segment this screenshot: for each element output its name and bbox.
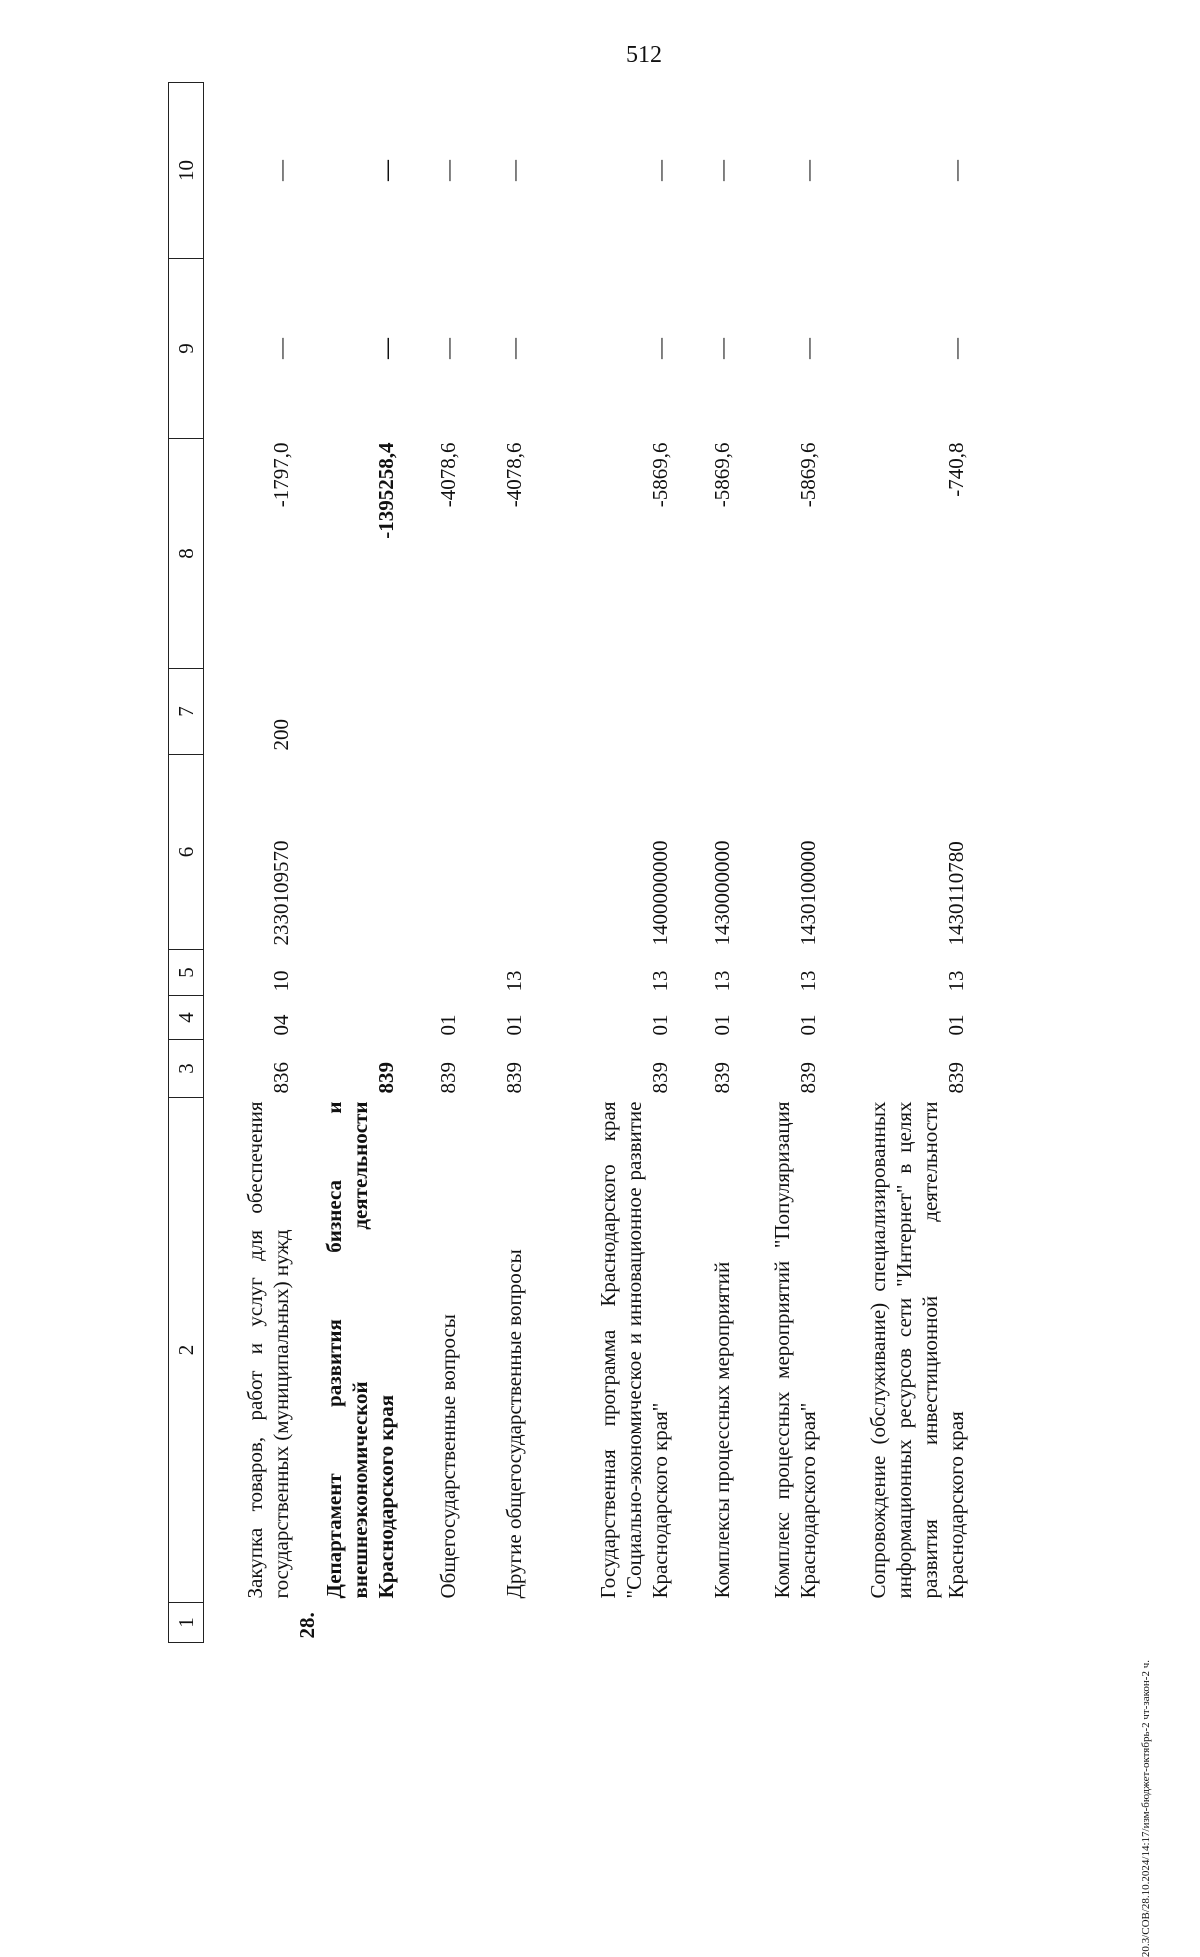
row-name: Департамент развития бизнеса и внешнеэкономической деятельности Краснодарского края <box>321 1101 398 1599</box>
row-col10: — <box>268 160 293 181</box>
row-col4: 01 <box>795 1014 820 1036</box>
rotated-page <box>168 83 988 1643</box>
row-col7 <box>461 669 527 755</box>
row-col4: 01 <box>709 1014 734 1036</box>
table-row <box>673 83 735 1643</box>
row-name: Комплексы процессных мероприятий <box>709 1261 734 1599</box>
row-col10: — <box>647 160 672 181</box>
row-number: 28. <box>294 1612 319 1639</box>
row-col6: 1400000000 <box>647 840 672 946</box>
row-col7 <box>399 669 461 755</box>
row-col9: — <box>435 338 460 359</box>
row-name: Закупка товаров, работ и услуг для обеспечения государственных (муниципальных) нужд <box>242 1101 293 1599</box>
col-header-3: 3 <box>169 1040 204 1098</box>
row-col5 <box>399 950 461 996</box>
row-col10: — <box>435 160 460 181</box>
row-col7 <box>735 669 821 755</box>
col-header-1: 1 <box>169 1603 204 1643</box>
table-header <box>169 83 204 1643</box>
row-col10: — <box>709 160 734 181</box>
row-col4: 01 <box>435 1014 460 1036</box>
header-row <box>169 83 204 1643</box>
row-number <box>399 1603 461 1643</box>
col-header-5: 5 <box>169 950 204 996</box>
row-col9: — <box>501 338 526 359</box>
row-col8: -1395258,4 <box>373 442 398 539</box>
row-col3: 839 <box>373 1062 398 1094</box>
row-col5: 10 <box>268 970 293 992</box>
row-col5: 13 <box>647 970 672 992</box>
table-row <box>735 83 821 1643</box>
row-number <box>673 1603 735 1643</box>
row-col10: — <box>373 160 398 181</box>
row-name: Общегосударственные вопросы <box>435 1314 460 1599</box>
row-col8: -5869,6 <box>795 442 820 508</box>
budget-table <box>168 82 969 1643</box>
row-col6 <box>399 755 461 950</box>
row-col5: 13 <box>795 970 820 992</box>
row-col8: -5869,6 <box>709 442 734 508</box>
row-col10: — <box>795 160 820 181</box>
row-col8: -740,8 <box>943 442 968 497</box>
row-col9: — <box>943 338 968 359</box>
row-name: Комплекс процессных мероприятий "Популяризация Краснодарского края" <box>769 1101 820 1599</box>
row-number <box>735 1603 821 1643</box>
col-header-2: 2 <box>169 1098 204 1603</box>
col-header-9: 9 <box>169 259 204 439</box>
row-col5: 13 <box>709 970 734 992</box>
row-col7 <box>673 669 735 755</box>
row-col10: — <box>943 160 968 181</box>
row-number <box>527 1603 673 1643</box>
table-body <box>204 83 969 1643</box>
row-col8: -4078,6 <box>435 442 460 508</box>
row-col10: — <box>501 160 526 181</box>
table-row <box>527 83 673 1643</box>
row-name: Другие общегосударственные вопросы <box>501 1249 526 1599</box>
row-col7: 200 <box>268 719 293 751</box>
row-col7 <box>821 669 969 755</box>
row-col6 <box>461 755 527 950</box>
row-number <box>204 1603 294 1643</box>
row-number <box>461 1603 527 1643</box>
row-col9: — <box>709 338 734 359</box>
row-col4: 04 <box>268 1014 293 1036</box>
row-col8: -1797,0 <box>268 442 293 508</box>
page-number: 512 <box>626 42 662 68</box>
col-header-8: 8 <box>169 439 204 669</box>
row-col5: 13 <box>943 970 968 992</box>
col-header-4: 4 <box>169 996 204 1040</box>
table-row <box>821 83 969 1643</box>
row-col5 <box>294 950 399 996</box>
row-col3: 836 <box>268 1062 293 1094</box>
row-col3: 839 <box>795 1062 820 1094</box>
col-header-6: 6 <box>169 755 204 950</box>
row-col6: 1430110780 <box>943 841 968 946</box>
row-col3: 839 <box>647 1062 672 1094</box>
row-col9: — <box>268 338 293 359</box>
row-col3: 839 <box>943 1062 968 1094</box>
row-col4: 01 <box>943 1014 968 1036</box>
col-header-10: 10 <box>169 83 204 259</box>
col-header-7: 7 <box>169 669 204 755</box>
row-col6 <box>294 755 399 950</box>
row-col3: 839 <box>709 1062 734 1094</box>
table-row <box>399 83 461 1643</box>
row-col6: 2330109570 <box>268 840 293 946</box>
table-row <box>461 83 527 1643</box>
table-row <box>204 83 294 1643</box>
row-col9: — <box>373 338 398 359</box>
row-col8: -4078,6 <box>501 442 526 508</box>
footer-stamp: 20.3/СОВ/28.10.2024/14:17/изм-бюджет-октябрь-2 чт-закон-2 ч. <box>1140 1660 1152 1957</box>
row-name: Сопровождение (обслуживание) специализированных информационных ресурсов сети "Интернет" в целях развития инвестиционной деятельности Краснодарского края <box>865 1101 968 1599</box>
row-col6: 1430000000 <box>709 840 734 946</box>
row-col7 <box>294 669 399 755</box>
row-col9: — <box>647 338 672 359</box>
row-name: Государственная программа Краснодарского края "Социально-экономическое и инновационное развитие Краснодарского края" <box>595 1101 672 1599</box>
row-col4: 01 <box>647 1014 672 1036</box>
row-col4 <box>294 996 399 1040</box>
row-number <box>821 1603 969 1643</box>
row-col9: — <box>795 338 820 359</box>
row-col3: 839 <box>501 1062 526 1094</box>
row-col3: 839 <box>435 1062 460 1094</box>
table-row <box>294 83 399 1643</box>
row-col8: -5869,6 <box>647 442 672 508</box>
row-col6: 1430100000 <box>795 840 820 946</box>
row-col4: 01 <box>501 1014 526 1036</box>
row-col7 <box>527 669 673 755</box>
row-col5: 13 <box>501 970 526 992</box>
